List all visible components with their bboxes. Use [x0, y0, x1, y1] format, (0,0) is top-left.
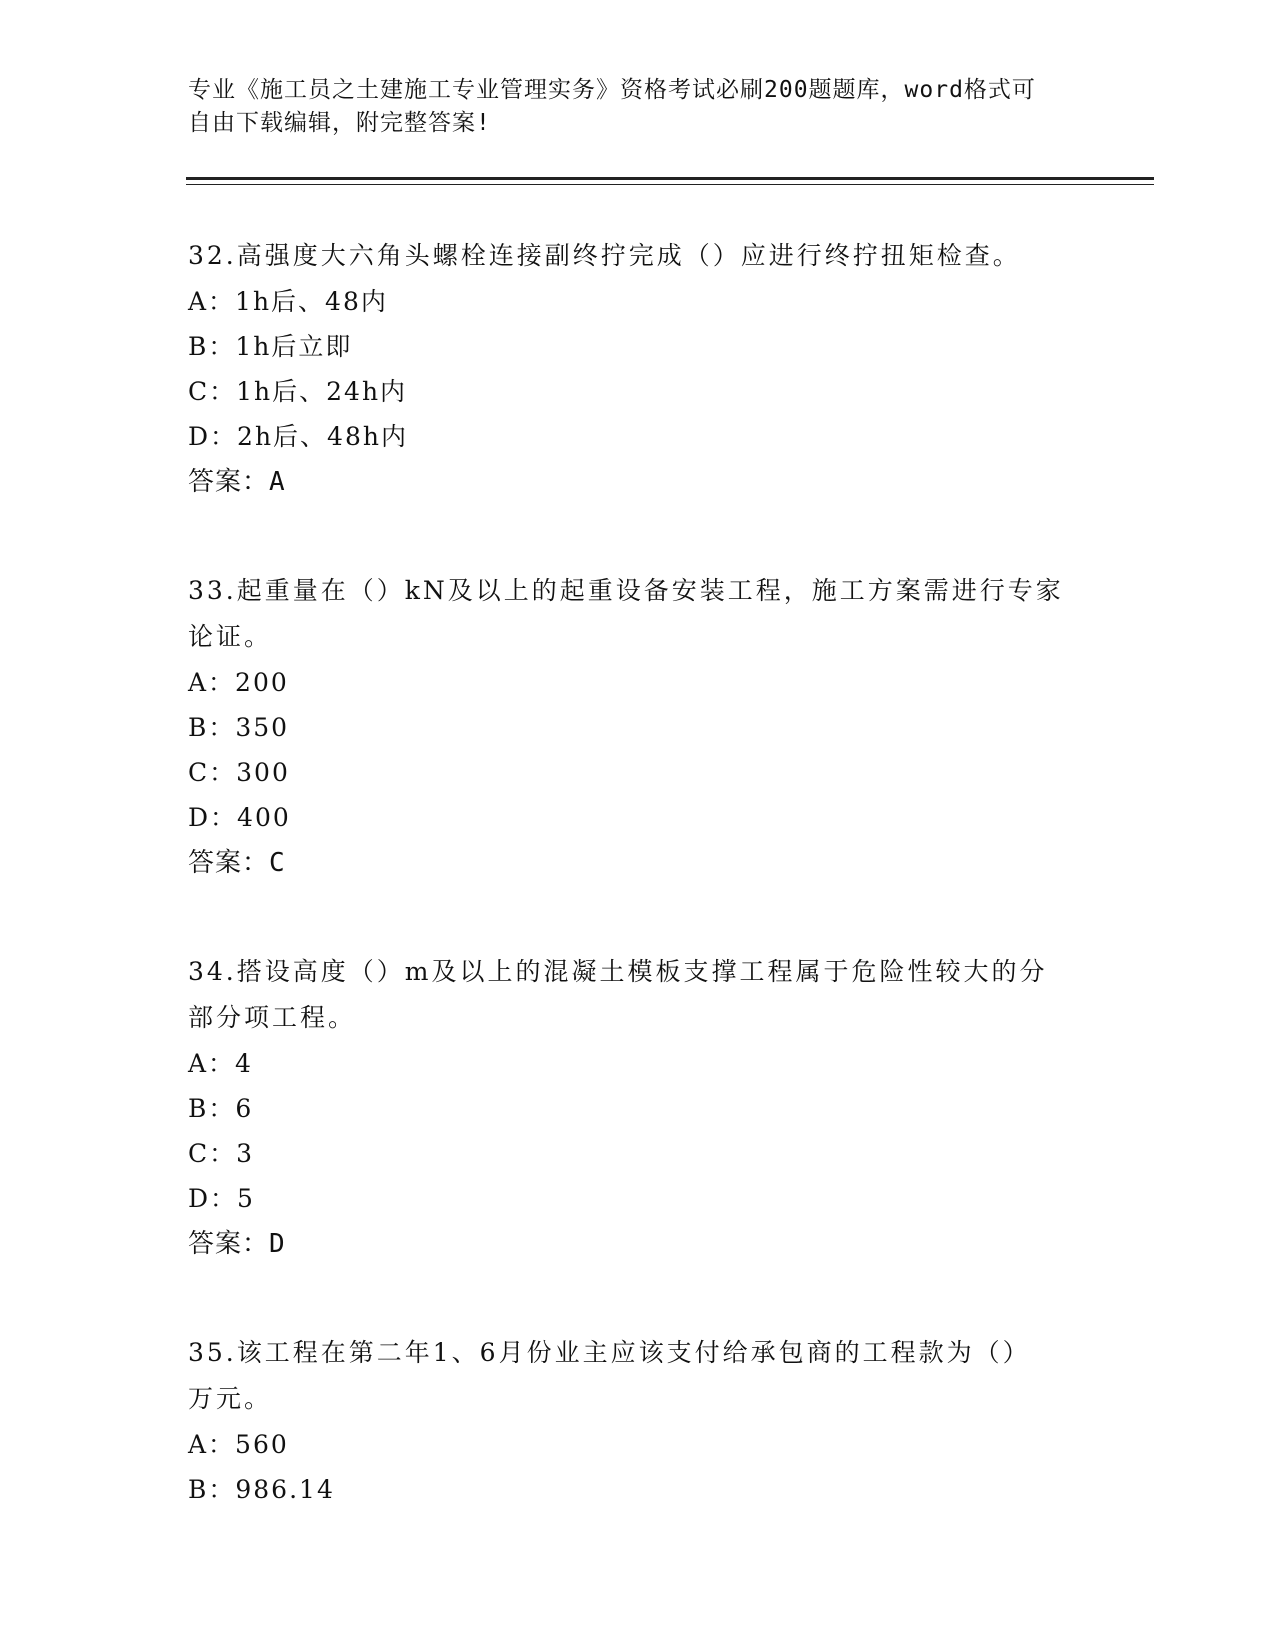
- question-text-line: 33.起重量在（）kN及以上的起重设备安装工程，施工方案需进行专家: [188, 576, 1064, 605]
- question-text-line: 万元。: [188, 1384, 273, 1413]
- option-d: D：5: [188, 1184, 255, 1213]
- question-text-line: 34.搭设高度（）m及以上的混凝土模板支撑工程属于危险性较大的分: [188, 957, 1048, 986]
- question-33: [188, 568, 1088, 886]
- header-divider-thick: [186, 177, 1154, 180]
- question-32: [188, 233, 1088, 505]
- option-a: A：560: [188, 1430, 289, 1459]
- option-d: D：2h后、48h内: [188, 422, 408, 451]
- option-a: A：1h后、48内: [188, 287, 388, 316]
- question-spacer: [188, 886, 1088, 949]
- option-d: D：400: [188, 803, 291, 832]
- option-c: C：3: [188, 1139, 255, 1168]
- option-c: C：300: [188, 758, 290, 787]
- option-b: B：6: [188, 1094, 254, 1123]
- question-text: [188, 949, 1088, 1041]
- document-header: [188, 74, 1068, 140]
- option-c: C：1h后、24h内: [188, 377, 408, 406]
- answer-label: 答案：A: [188, 467, 286, 497]
- question-text: [188, 1330, 1088, 1422]
- option-a: A：200: [188, 668, 289, 697]
- question-35: [188, 1330, 1088, 1512]
- question-text: [188, 233, 1088, 279]
- question-text: [188, 568, 1088, 660]
- question-spacer: [188, 505, 1088, 568]
- option-a: A：4: [188, 1049, 253, 1078]
- question-34: [188, 949, 1088, 1267]
- answer-label: 答案：C: [188, 848, 286, 878]
- question-spacer: [188, 1267, 1088, 1330]
- option-b: B：350: [188, 713, 290, 742]
- header-line-1: 专业《施工员之土建施工专业管理实务》资格考试必刷200题题库，word格式可: [188, 77, 1036, 103]
- answer-label: 答案：D: [188, 1229, 286, 1259]
- question-text-line: 论证。: [188, 622, 273, 651]
- header-divider-thin: [186, 184, 1154, 185]
- option-b: B：986.14: [188, 1475, 335, 1504]
- option-b: B：1h后立即: [188, 332, 353, 361]
- question-text-line: 35.该工程在第二年1、6月份业主应该支付给承包商的工程款为（）: [188, 1338, 1031, 1367]
- question-text-line: 32.高强度大六角头螺栓连接副终拧完成（）应进行终拧扭矩检查。: [188, 241, 1021, 270]
- question-text-line: 部分项工程。: [188, 1003, 357, 1032]
- question-list: [188, 233, 1088, 1512]
- header-line-2: 自由下载编辑，附完整答案!: [188, 110, 491, 136]
